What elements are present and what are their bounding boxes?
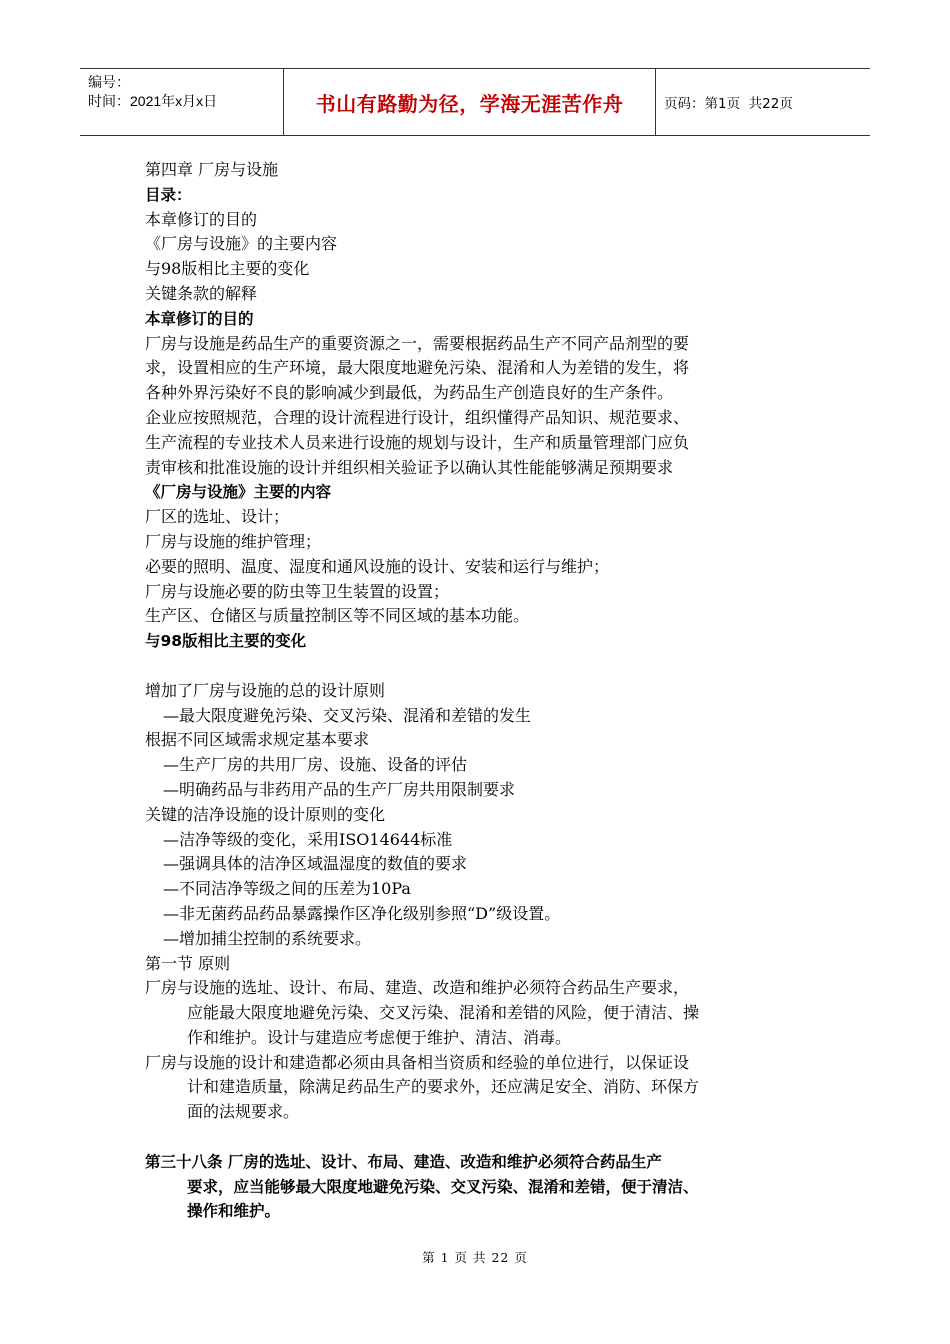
toc-heading: 目录： [145,185,192,204]
content-item: 厂区的选址、设计； [145,507,290,527]
section-title: 第一节 原则 [145,953,231,973]
change-subitem: —不同洁净等级之间的压差为10Pa [163,879,411,899]
header-meta [80,69,284,135]
toc-item: 与98版相比主要的变化 [145,259,310,279]
toc-item: 《厂房与设施》的主要内容 [145,234,338,254]
header-motto: 书山有路勤为径，学海无涯苦作舟 [284,69,656,135]
article-line: 第三十八条 厂房的选址、设计、布局、建造、改造和维护必须符合药品生产 [145,1152,662,1171]
toc-item: 关键条款的解释 [145,283,258,303]
change-item: 关键的洁净设施的设计原则的变化 [145,804,386,824]
principle-line: 厂房与设施的设计和建造都必须由具备相当资质和经验的单位进行，以保证设 [145,1052,690,1072]
page-info-text: 页码：第1页 共22页 [664,96,793,112]
paragraph-line: 求，设置相应的生产环境，最大限度地避免污染、混淆和人为差错的发生，将 [145,358,690,378]
header-page-info [656,69,870,135]
document-number-label: 编号： [88,74,130,90]
change-subitem: —强调具体的洁净区域温湿度的数值的要求 [163,854,468,874]
change-subitem: —增加捕尘控制的系统要求。 [163,928,372,948]
section-heading: 本章修订的目的 [145,309,254,328]
content-item: 厂房与设施必要的防虫等卫生装置的设置； [145,581,450,601]
change-subitem: —生产厂房的共用厂房、设施、设备的评估 [163,755,468,775]
paragraph-line: 各种外界污染好不良的影响减少到最低，为药品生产创造良好的生产条件。 [145,383,674,403]
content-item: 生产区、仓储区与质量控制区等不同区域的基本功能。 [145,606,530,626]
paragraph-line: 生产流程的专业技术人员来进行设施的规划与设计，生产和质量管理部门应负 [145,432,690,452]
paragraph-line: 厂房与设施是药品生产的重要资源之一，需要根据药品生产不同产品剂型的要 [145,333,690,353]
change-subitem: —最大限度避免污染、交叉污染、混淆和差错的发生 [163,705,532,725]
principle-line: 作和维护。设计与建造应考虑便于维护、清洁、消毒。 [187,1027,572,1047]
paragraph-line: 企业应按照规范，合理的设计流程进行设计，组织懂得产品知识、规范要求、 [145,407,690,427]
page-footer: 第 1 页 共 22 页 [422,1250,528,1265]
toc-item: 本章修订的目的 [145,209,258,229]
article-line: 操作和维护。 [187,1202,281,1221]
chapter-title: 第四章 厂房与设施 [145,160,279,179]
change-item: 增加了厂房与设施的总的设计原则 [145,680,386,700]
principle-line: 厂房与设施的选址、设计、布局、建造、改造和维护必须符合药品生产要求， [145,978,690,998]
change-subitem: —非无菌药品药品暴露操作区净化级别参照“D”级设置。 [163,903,561,923]
article-line: 要求，应当能够最大限度地避免污染、交叉污染、混淆和差错，便于清洁、 [187,1177,699,1196]
content-item: 必要的照明、温度、湿度和通风设施的设计、安装和运行与维护； [145,556,610,576]
content-item: 厂房与设施的维护管理； [145,531,322,551]
document-body [145,158,815,1224]
document-date: 时间：2021年x月x日 [88,93,218,109]
principle-line: 计和建造质量，除满足药品生产的要求外，还应满足安全、消防、环保方 [187,1077,700,1097]
section-heading: 《厂房与设施》主要的内容 [145,483,332,502]
principle-line: 应能最大限度地避免污染、交叉污染、混淆和差错的风险，便于清洁、操 [187,1003,700,1023]
paragraph-line: 责审核和批准设施的设计并组织相关验证予以确认其性能能够满足预期要求 [145,457,674,477]
principle-line: 面的法规要求。 [187,1102,300,1122]
blank-line [145,1125,815,1150]
page-header [80,68,870,136]
blank-line [145,654,815,679]
change-subitem: —明确药品与非药用产品的生产厂房共用限制要求 [163,779,516,799]
change-subitem: —洁净等级的变化，采用ISO14644标准 [163,829,453,849]
section-heading: 与98版相比主要的变化 [145,632,307,651]
change-item: 根据不同区域需求规定基本要求 [145,730,370,750]
